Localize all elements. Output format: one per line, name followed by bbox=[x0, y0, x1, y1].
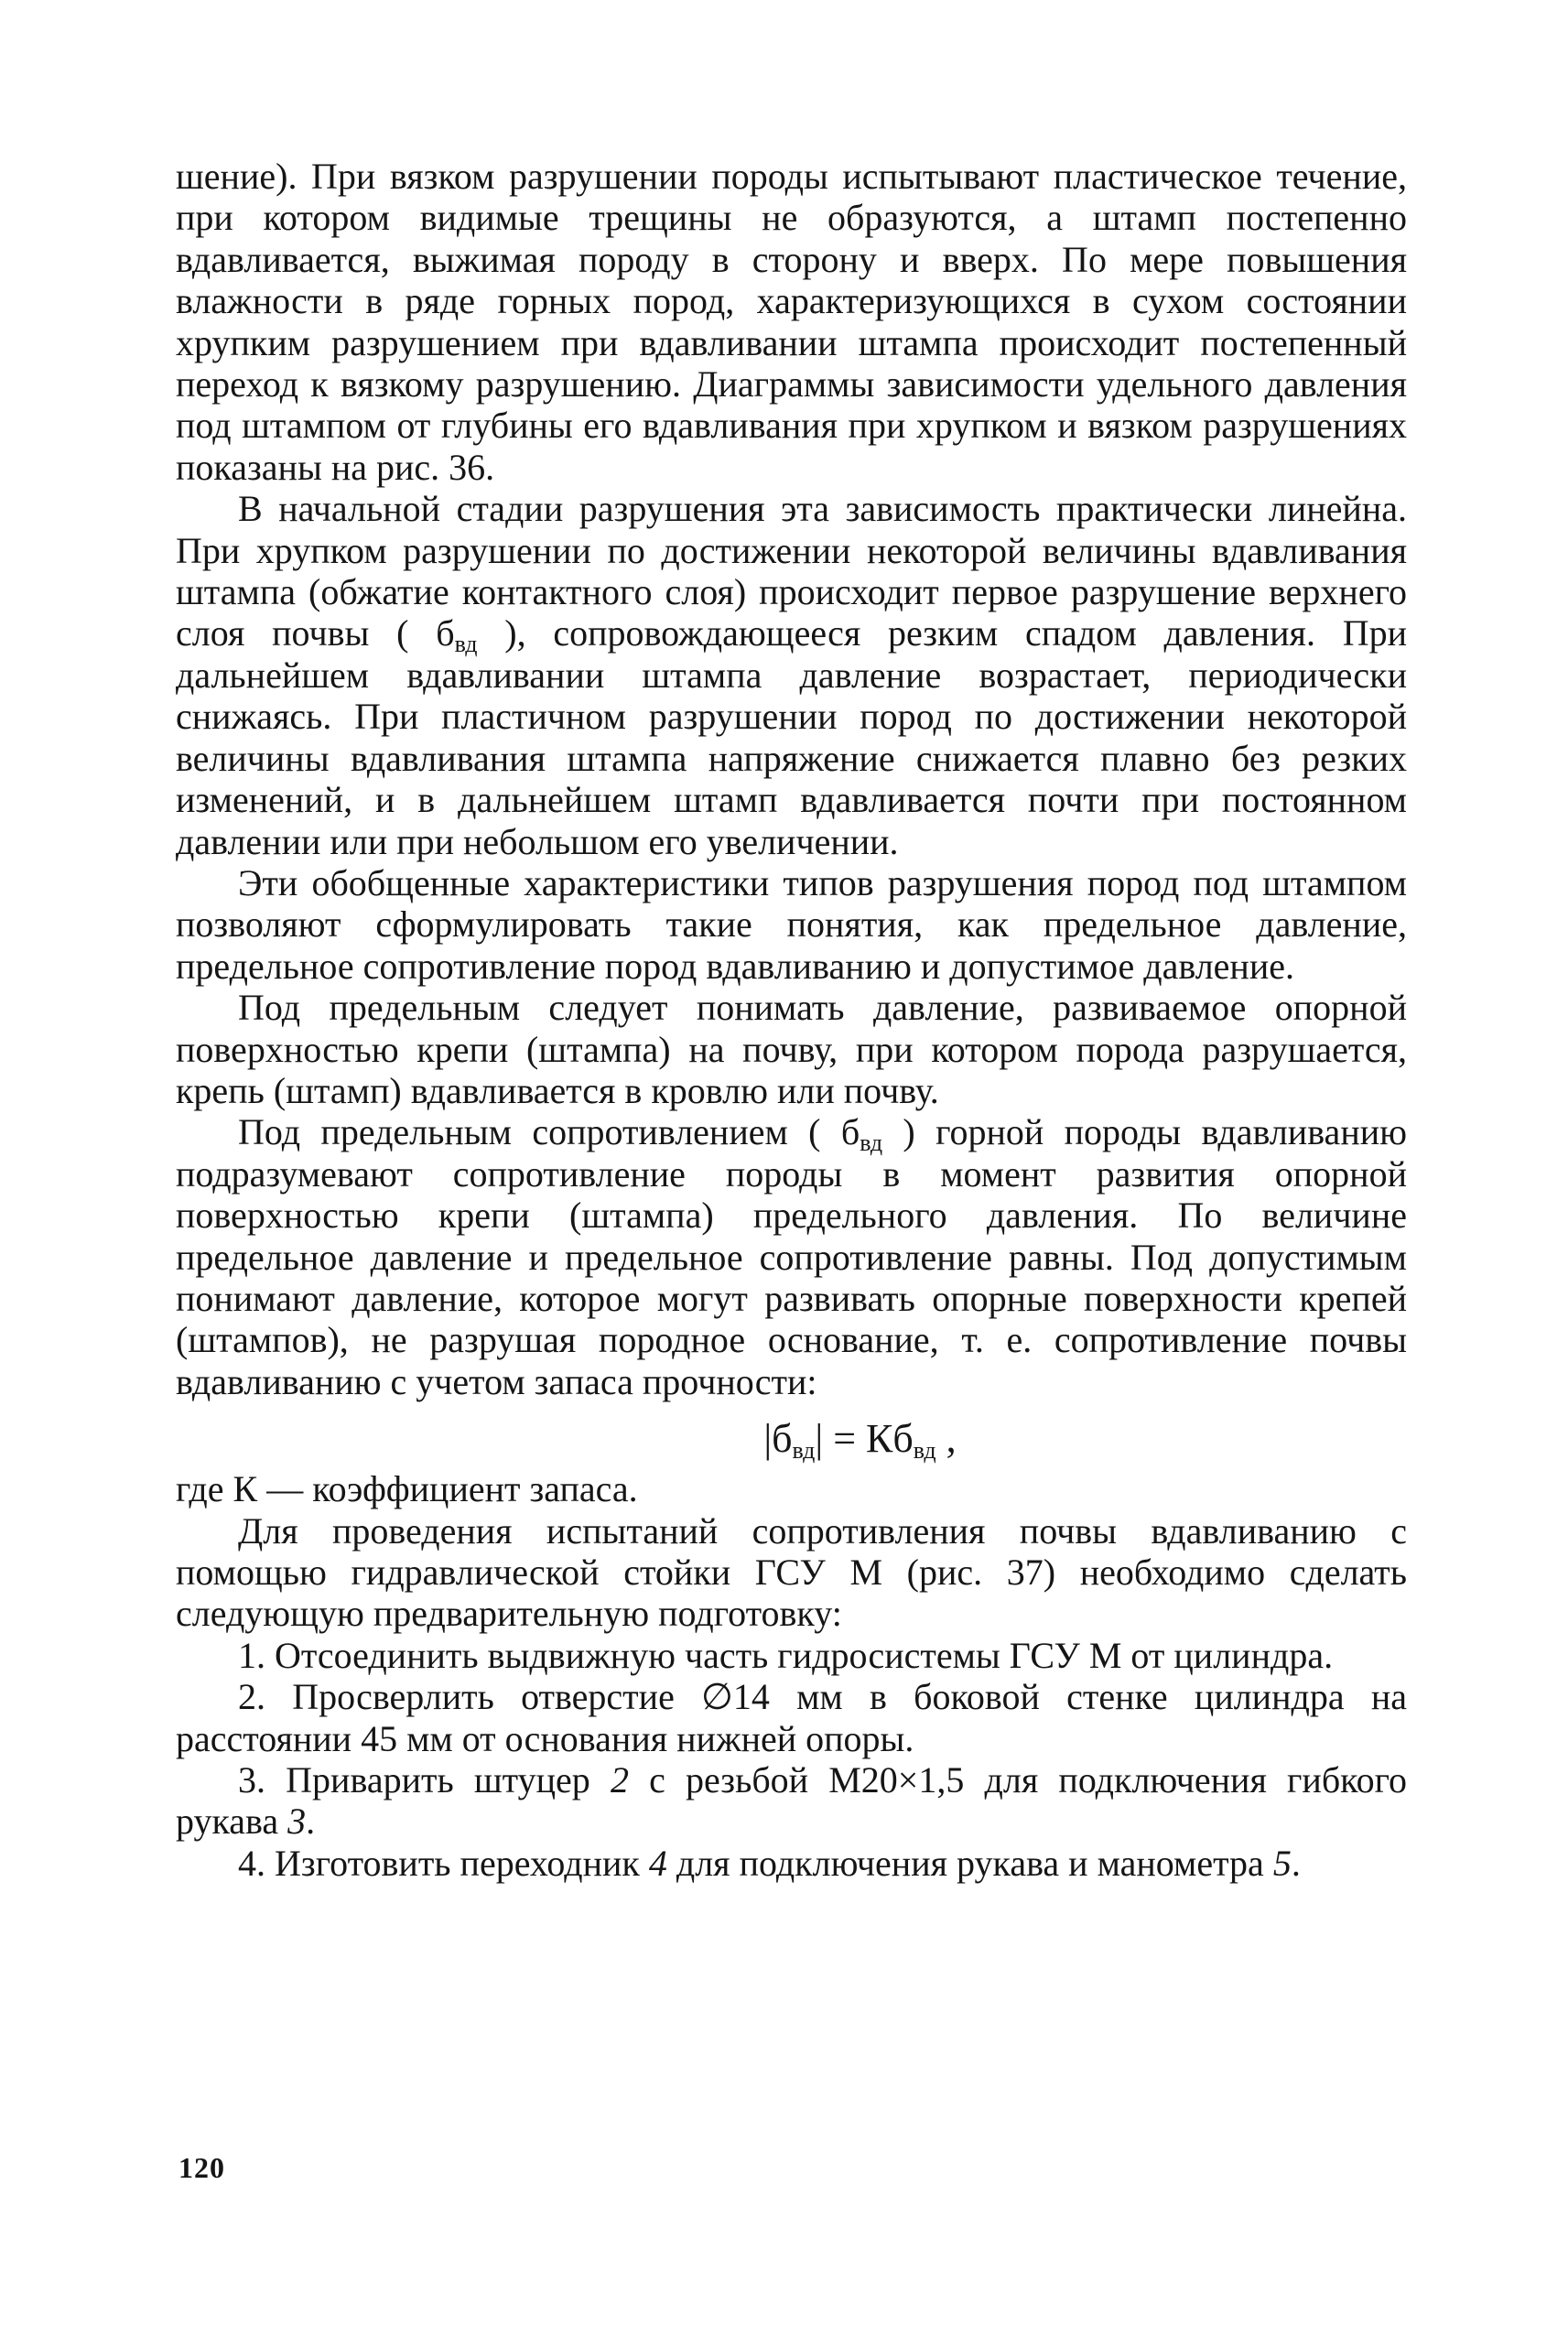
list-item: 3. Приварить штуцер 2 с резьбой М20×1,5 для подключения гибкого рукава 3. bbox=[176, 1759, 1407, 1843]
list-item: 4. Изготовить переходник 4 для подключения рукава и манометра 5. bbox=[238, 1842, 1301, 1884]
body-text bbox=[176, 156, 1407, 1884]
sigma-subscript: вд bbox=[454, 631, 478, 658]
sigma-subscript: вд bbox=[792, 1437, 816, 1465]
paragraph-2: В начальной стадии разрушения эта зависимость практически линейна. При хрупком разрушении по достижении некоторой величины вдавливания штампа (обжатие контактного слоя) происходит первое разрушение верхнего слоя почвы ( $б_{вд}$ ), сопровождающееся резким спадом давления. При дальнейшем вдавливании штампа давление возрастает, периодически снижаясь. При пластичном разрушении пород по достижении некоторой величины вдавливания штампа напряжение снижается плавно без резких изменений, и в дальнейшем штамп вдавливается почти при постоянном давлении или при небольшом его увеличении. bbox=[176, 488, 1408, 862]
sigma-symbol: б bbox=[436, 612, 455, 654]
list-item: 2. Просверлить отверстие ∅14 мм в боковой стенке цилиндра на расстоянии 45 мм от основания нижней опоры. bbox=[176, 1676, 1407, 1759]
paragraph-1: шение). При вязком разрушении породы испытывают пластическое течение, при котором видимые трещины не образуются, а штамп постепенно вдавливается, выжимая породу в сторону и вверх. По мере повышения влажности в ряде горных пород, характеризующихся в сухом состоянии хрупким разрушением при вдавливании штампа происходит постепенный переход к вязкому разрушению. Диаграммы зависимости удельного давления под штампом от глубины его вдавливания при хрупком и вязком разрушениях показаны на рис. 36. bbox=[176, 156, 1407, 488]
list-item: 1. Отсоединить выдвижную часть гидросистемы ГСУ М от цилиндра. bbox=[238, 1634, 1334, 1676]
page-number: 120 bbox=[178, 2151, 225, 2184]
paragraph-6: Для проведения испытаний сопротивления почвы вдавливанию с помощью гидравлической стойки ГСУ М (рис. 37) необходимо сделать следующую предварительную подготовку: bbox=[176, 1509, 1407, 1635]
sigma-symbol: б bbox=[892, 1416, 914, 1462]
sigma-symbol: б bbox=[772, 1416, 793, 1462]
paragraph-4: Под предельным следует понимать давление, развиваемое опорной поверхностью крепи (штампа) на почву, при котором порода разрушается, крепь (штамп) вдавливается в кровлю или почву. bbox=[176, 987, 1407, 1111]
paragraph-3: Эти обобщенные характеристики типов разрушения пород под штампом позволяют сформулировать такие понятия, как предельное давление, предельное сопротивление пород вдавливанию и допустимое давление. bbox=[176, 861, 1407, 987]
preparation-list bbox=[176, 1635, 1407, 1884]
sigma-symbol: б bbox=[840, 1111, 860, 1153]
formula: $|б_{вд}| = Кб_{вд}$ , bbox=[763, 1416, 957, 1465]
sigma-subscript: вд bbox=[860, 1130, 883, 1157]
formula-explanation: где К — коэффициент запаса. bbox=[176, 1468, 638, 1510]
paragraph-5: Под предельным сопротивлением ( $б_{вд}$ ) горной породы вдавливанию подразумевают сопротивление породы в момент развития опорной поверхностью крепи (штампа) предельного давления. По величине предельное давление и предельное сопротивление равны. Под допустимым понимают давление, которое могут развивать опорные поверхности крепей (штампов), не разрушая породное основание, т. е. сопротивление почвы вдавливанию с учетом запаса прочности: bbox=[176, 1111, 1408, 1402]
sigma-subscript: вд bbox=[913, 1437, 936, 1465]
